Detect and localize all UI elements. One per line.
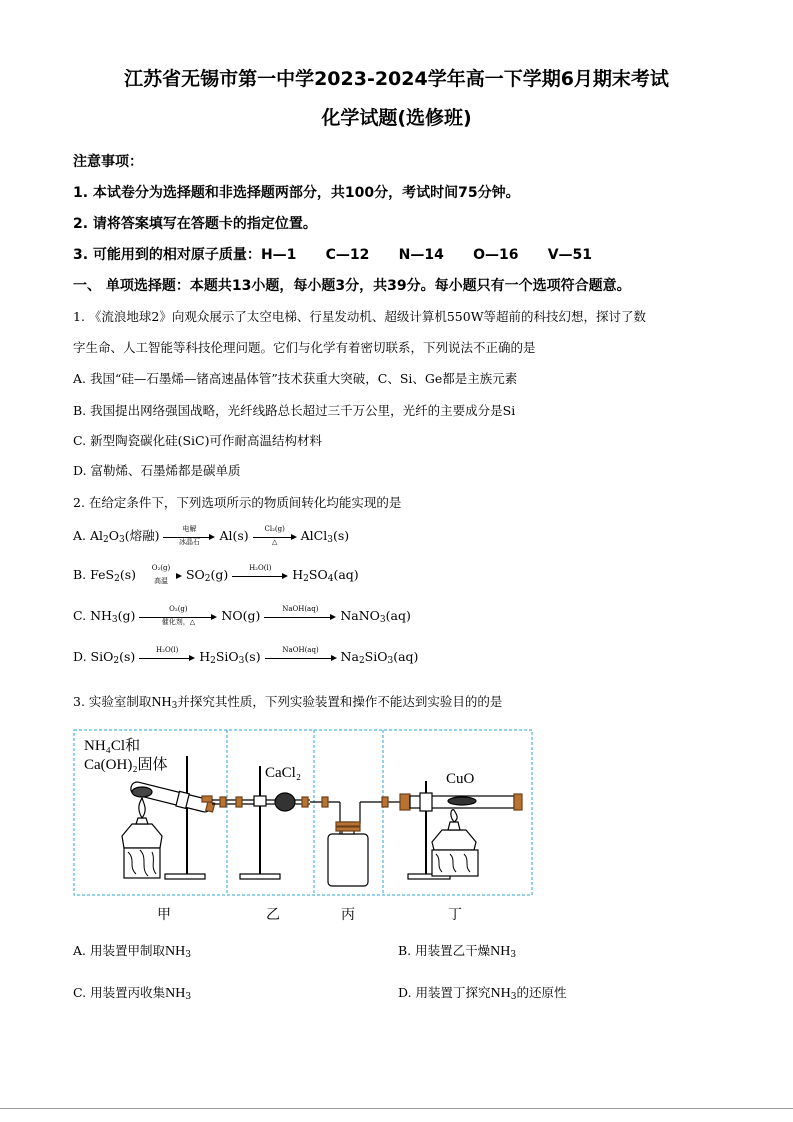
reaction-arrow: NaOH(aq) xyxy=(264,609,336,625)
atomic-masses: H—1 C—12 N—14 O—16 V—51 xyxy=(260,247,593,263)
apparatus-jia xyxy=(122,756,254,879)
apparatus-yi xyxy=(240,766,310,879)
q1-option-b: B. 我国提出网络强国战略，光纤线路总长超过三千万公里，光纤的主要成分是Si xyxy=(73,403,516,418)
page-title: 江苏省无锡市第一中学2023-2024学年高一下学期6月期末考试 xyxy=(124,68,669,90)
q3-stem: 3. 实验室制取$NH_3$并探究其性质，下列实验装置和操作不能达到实验目的的是 xyxy=(73,694,503,711)
reaction-arrow: O₂(g) 高温 xyxy=(140,568,182,584)
page-subtitle: 化学试题(选修班) xyxy=(321,107,472,129)
reagent-label-line2: Ca(OH)₂固体 xyxy=(84,757,168,773)
page-footer-rule xyxy=(0,1108,793,1109)
q3-option-b: B. 用装置乙干燥$NH_3$ xyxy=(398,943,517,960)
reagent-label-line1: NH₄Cl和 xyxy=(84,738,141,754)
apparatus-ding xyxy=(400,781,522,879)
label-jia: 甲 xyxy=(157,907,171,923)
q1-option-d: D. 富勒烯、石墨烯都是碳单质 xyxy=(73,463,241,478)
apparatus-bing xyxy=(310,797,400,886)
q2-option-a: A. $Al_2O_3$(熔融) 电解 冰晶石 Al(s) Cl₂(g) △ AlCl$_3$(s) xyxy=(73,524,350,546)
label-ding: 丁 xyxy=(448,907,462,923)
q1-stem-line1: 1. 《流浪地球2》向观众展示了太空电梯、行星发动机、超级计算机550W等超前的科技幻想，探讨了数 xyxy=(73,309,647,324)
q1-option-c: C. 新型陶瓷碳化硅(SiC)可作耐高温结构材料 xyxy=(73,433,322,448)
label-yi: 乙 xyxy=(266,907,280,923)
q2-option-d: D. SiO$_2$(s) H₂O(l) $H_2SiO_3(s)$ NaOH(aq) $Na_2SiO_3(aq)$ xyxy=(73,645,419,666)
reaction-arrow: O₂(g) 催化剂，△ xyxy=(139,609,217,625)
reaction-arrow: H₂O(l) xyxy=(232,568,288,584)
notice-item-3 xyxy=(73,244,592,264)
cuo-label: CuO xyxy=(446,771,475,787)
q1-stem-line2: 字生命、人工智能等科技伦理问题。它们与化学有着密切联系，下列说法不正确的是 xyxy=(73,340,536,355)
notice-item-3-label: 3. 可能用到的相对原子质量： xyxy=(73,247,261,263)
notice-heading: 注意事项： xyxy=(73,154,143,170)
reaction-arrow: 电解 冰晶石 xyxy=(163,529,215,545)
q3-option-a: A. 用装置甲制取$NH_3$ xyxy=(73,943,191,960)
section-1-heading: 一、 单项选择题：本题共13小题，每小题3分，共39分。每小题只有一个选项符合题意。 xyxy=(73,278,631,294)
q3-option-d: D. 用装置丁探究$NH_3$的还原性 xyxy=(398,985,567,1002)
drying-agent-label: CaCl₂ xyxy=(265,765,302,781)
q2-option-b: B. FeS$_2$(s) O₂(g) 高温 $SO_2(g)$ H₂O(l) $H_2SO_4(aq)$ xyxy=(73,563,359,585)
q3-option-c: C. 用装置丙收集$NH_3$ xyxy=(73,985,192,1002)
label-bing: 丙 xyxy=(341,907,355,923)
reaction-arrow: H₂O(l) xyxy=(139,650,195,666)
q2-stem: 2. 在给定条件下，下列选项所示的物质间转化均能实现的是 xyxy=(73,495,402,510)
notice-item-2: 2. 请将答案填写在答题卡的指定位置。 xyxy=(73,216,317,232)
reaction-arrow: Cl₂(g) △ xyxy=(253,529,297,545)
notice-item-1: 1. 本试卷分为选择题和非选择题两部分，共100分，考试时间75分钟。 xyxy=(73,185,520,201)
reaction-arrow: NaOH(aq) xyxy=(265,650,337,666)
q1-option-a: A. 我国“硅—石墨烯—锗高速晶体管”技术获重大突破，C、Si、Ge都是主族元素 xyxy=(73,371,518,386)
q2-option-c: C. $NH_3(g)$ O₂(g) 催化剂，△ NO(g) NaOH(aq) NaNO$_3$(aq) xyxy=(73,604,411,626)
